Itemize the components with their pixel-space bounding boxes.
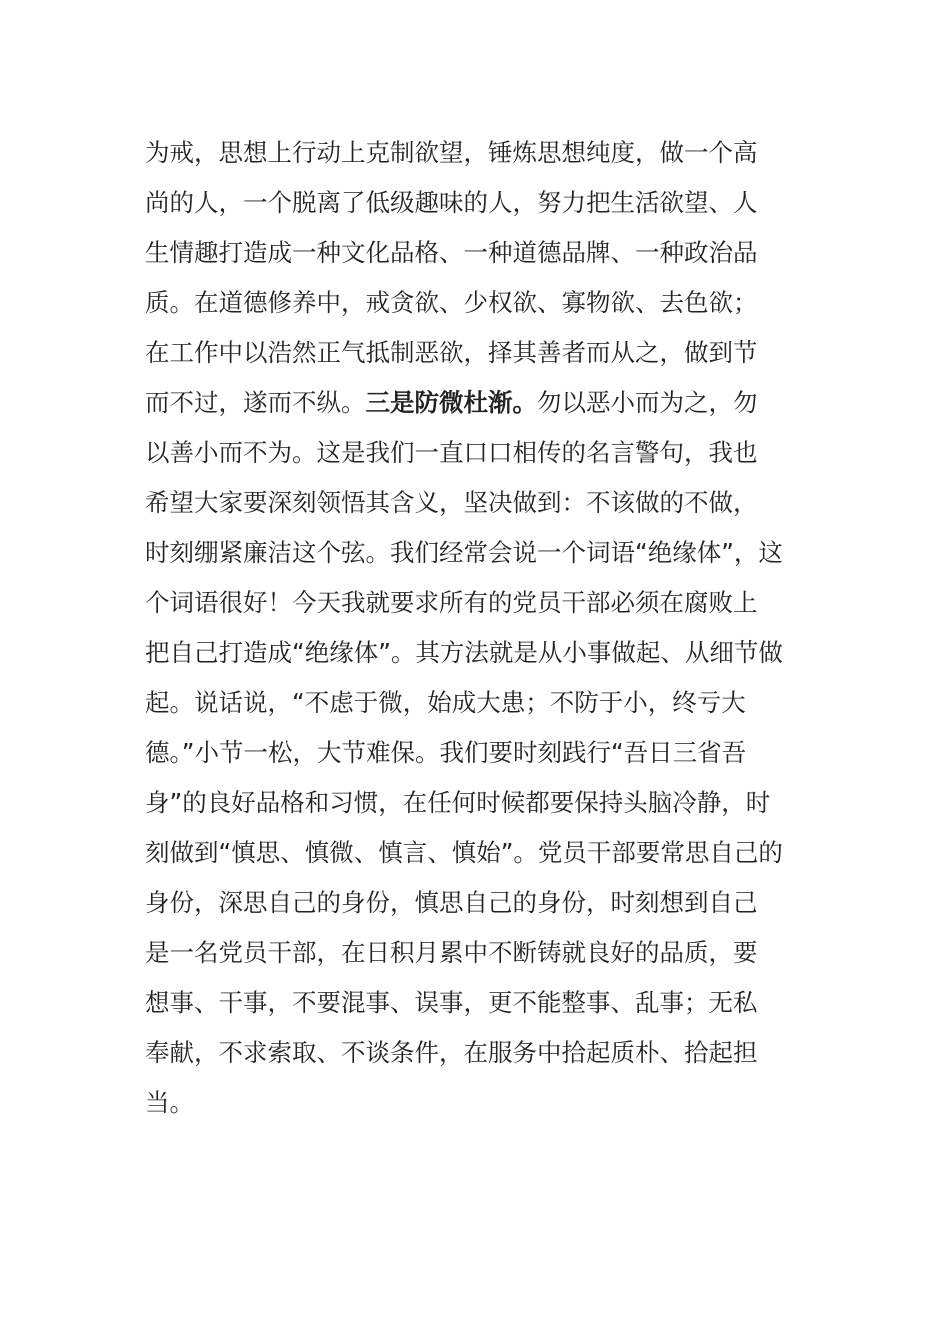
text-line: 想事、干事，不要混事、误事，更不能整事、乱事；无私: [145, 988, 758, 1017]
text-line: 为戒，思想上行动上克制欲望，锤炼思想纯度，做一个高: [145, 138, 758, 167]
text-line: 在工作中以浩然正气抵制恶欲，择其善者而从之，做到节: [145, 338, 758, 367]
text-line: 刻做到“慎思、慎微、慎言、慎始”。党员干部要常思自己的: [145, 838, 783, 867]
text-line: 以善小而不为。这是我们一直口口相传的名言警句，我也: [145, 438, 758, 467]
text-line: 身份，深思自己的身份，慎思自己的身份，时刻想到自己: [145, 888, 758, 917]
section-heading-inline: 三是防微杜渐。: [365, 388, 537, 417]
text-line: 奉献，不求索取、不谈条件，在服务中拾起质朴、拾起担: [145, 1038, 758, 1067]
text-line: 身”的良好品格和习惯，在任何时候都要保持头脑冷静，时: [145, 788, 771, 817]
text-line: 尚的人，一个脱离了低级趣味的人，努力把生活欲望、人: [145, 188, 758, 217]
text-line: 是一名党员干部，在日积月累中不断铸就良好的品质，要: [145, 938, 758, 967]
text-line: 生情趣打造成一种文化品格、一种道德品牌、一种政治品: [145, 238, 758, 267]
text-line: 德。”小节一松，大节难保。我们要时刻践行“吾日三省吾: [145, 738, 747, 767]
text-line: [145, 378, 815, 428]
text-line: 希望大家要深刻领悟其含义，坚决做到：不该做的不做，: [145, 488, 758, 517]
text-line: 当。: [145, 1088, 194, 1117]
text-segment: 勿以恶小而为之，勿: [537, 388, 758, 417]
text-line: 质。在道德修养中，戒贪欲、少权欲、寡物欲、去色欲；: [145, 288, 758, 317]
text-line: 把自己打造成“绝缘体”。其方法就是从小事做起、从细节做: [145, 638, 783, 667]
text-line: 起。说话说，“不虑于微，始成大患；不防于小，终亏大: [145, 688, 746, 717]
text-line: 个词语很好！今天我就要求所有的党员干部必须在腐败上: [145, 588, 758, 617]
body-paragraph: [145, 128, 815, 1128]
text-segment: 而不过，遂而不纵。: [145, 388, 366, 417]
text-line: 时刻绷紧廉洁这个弦。我们经常会说一个词语“绝缘体”，这: [145, 538, 783, 567]
